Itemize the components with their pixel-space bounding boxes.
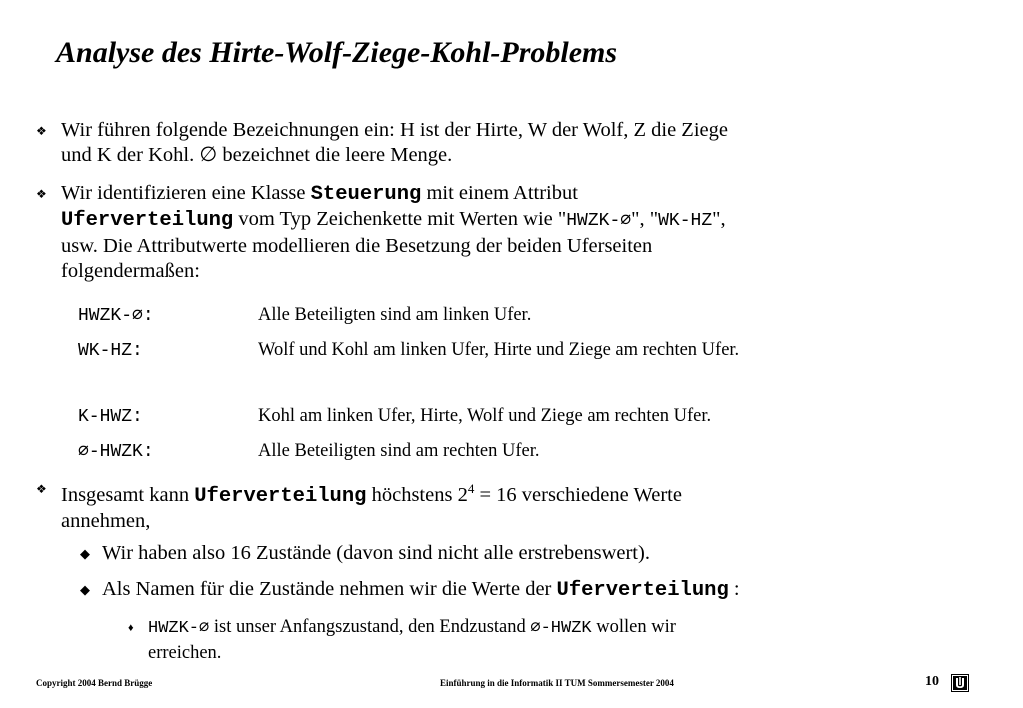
definition-desc: Alle Beteiligten sind am rechten Ufer. [258, 441, 540, 461]
diamond-bullet-icon: ◆ [80, 546, 90, 561]
footer-copyright: Copyright 2004 Bernd Brügge [36, 678, 153, 688]
definition-row [78, 440, 540, 463]
diamond-bullet-icon: ◆ [80, 582, 90, 597]
bullet-3-text-a: Insgesamt kann [61, 483, 195, 506]
bullet-1-line2a: und K der Kohl. [61, 144, 200, 166]
definition-term: ∅-HWZK: [78, 442, 154, 462]
bullet-3-text [61, 476, 941, 534]
diamond-cross-bullet-icon: ❖ [36, 187, 47, 201]
value-empty-hwzk: ∅-HWZK [530, 619, 592, 638]
definition-row [78, 304, 531, 327]
exponent: 4 [467, 481, 475, 496]
definition-desc: Alle Beteiligten sind am linken Ufer. [258, 305, 532, 325]
diamond-cross-bullet-icon: ❖ [36, 482, 47, 496]
sub-bullet-2 [102, 577, 740, 603]
tum-logo-icon [951, 674, 969, 692]
definition-row [78, 405, 711, 428]
sub-sub-text-b: wollen wir [591, 617, 676, 637]
footer-course: Einführung in die Informatik II TUM Sommersemester 2004 [440, 678, 674, 688]
slide-title: Analyse des Hirte-Wolf-Ziege-Kohl-Problems [56, 36, 618, 69]
bullet-2-text-b: mit einem Attribut [421, 182, 578, 204]
bullet-3-text-c: = 16 verschiedene Werte [474, 483, 682, 506]
sub-bullet-1: Wir haben also 16 Zustände (davon sind nicht alle erstrebenswert). [102, 542, 650, 564]
attribute-name: Uferverteilung [556, 579, 729, 602]
value-hwzk-empty: HWZK-∅ [566, 211, 632, 231]
bullet-3-text-b: höchstens 2 [366, 483, 468, 506]
definition-desc: Kohl am linken Ufer, Hirte, Wolf und Ziege am rechten Ufer. [258, 406, 712, 426]
page-number: 10 [925, 674, 939, 689]
value-hwzk-empty: HWZK-∅ [148, 619, 210, 638]
sub-bullet-2-text-a: Als Namen für die Zustände nehmen wir die Werte der [102, 578, 557, 600]
sub-sub-text-c: erreichen. [148, 643, 222, 663]
definition-desc: Wolf und Kohl am linken Ufer, Hirte und Ziege am rechten Ufer. [258, 340, 740, 360]
attribute-name: Uferverteilung [194, 484, 367, 508]
empty-set-symbol: ∅ [199, 144, 218, 166]
bullet-1-line2b: bezeichnet die leere Menge. [217, 144, 453, 166]
definition-term: WK-HZ: [78, 341, 143, 361]
value-wk-hz: WK-HZ [658, 211, 713, 231]
class-name-steuerung: Steuerung [310, 183, 422, 206]
bullet-2-text [61, 181, 941, 284]
bullet-2-text-d: ", " [631, 208, 659, 230]
definition-term-value: HWZK-∅ [78, 306, 143, 326]
definition-term-value: K-HWZ [78, 407, 133, 427]
definition-term-value: ∅-HWZK [78, 442, 143, 462]
definition-term: K-HWZ: [78, 407, 143, 427]
bullet-2-text-g: folgendermaßen: [61, 260, 200, 282]
bullet-3-text-d: annehmen, [61, 509, 151, 532]
bullet-2-text-e: ", [712, 208, 726, 230]
bullet-2-text-c: vom Typ Zeichenkette mit Werten wie " [233, 208, 567, 230]
definition-term: HWZK-∅: [78, 306, 154, 326]
attribute-name: Uferverteilung [61, 209, 234, 232]
bullet-2-text-a: Wir identifizieren eine Klasse [61, 182, 311, 204]
definition-row [78, 339, 739, 362]
bullet-2-text-f: usw. Die Attributwerte modellieren die Besetzung der beiden Uferseiten [61, 235, 653, 257]
sub-sub-bullet-1 [148, 615, 908, 665]
bullet-1-text [61, 118, 941, 168]
diamond-cross-bullet-icon: ❖ [36, 124, 47, 138]
bullet-1-line1: Wir führen folgende Bezeichnungen ein: H ist der Hirte, W der Wolf, Z die Ziege [61, 119, 728, 141]
small-diamond-bullet-icon: ♦ [128, 622, 134, 634]
sub-sub-text-a: ist unser Anfangszustand, den Endzustand [209, 617, 531, 637]
sub-bullet-2-text-b: : [728, 578, 740, 600]
definition-term-value: WK-HZ [78, 341, 133, 361]
